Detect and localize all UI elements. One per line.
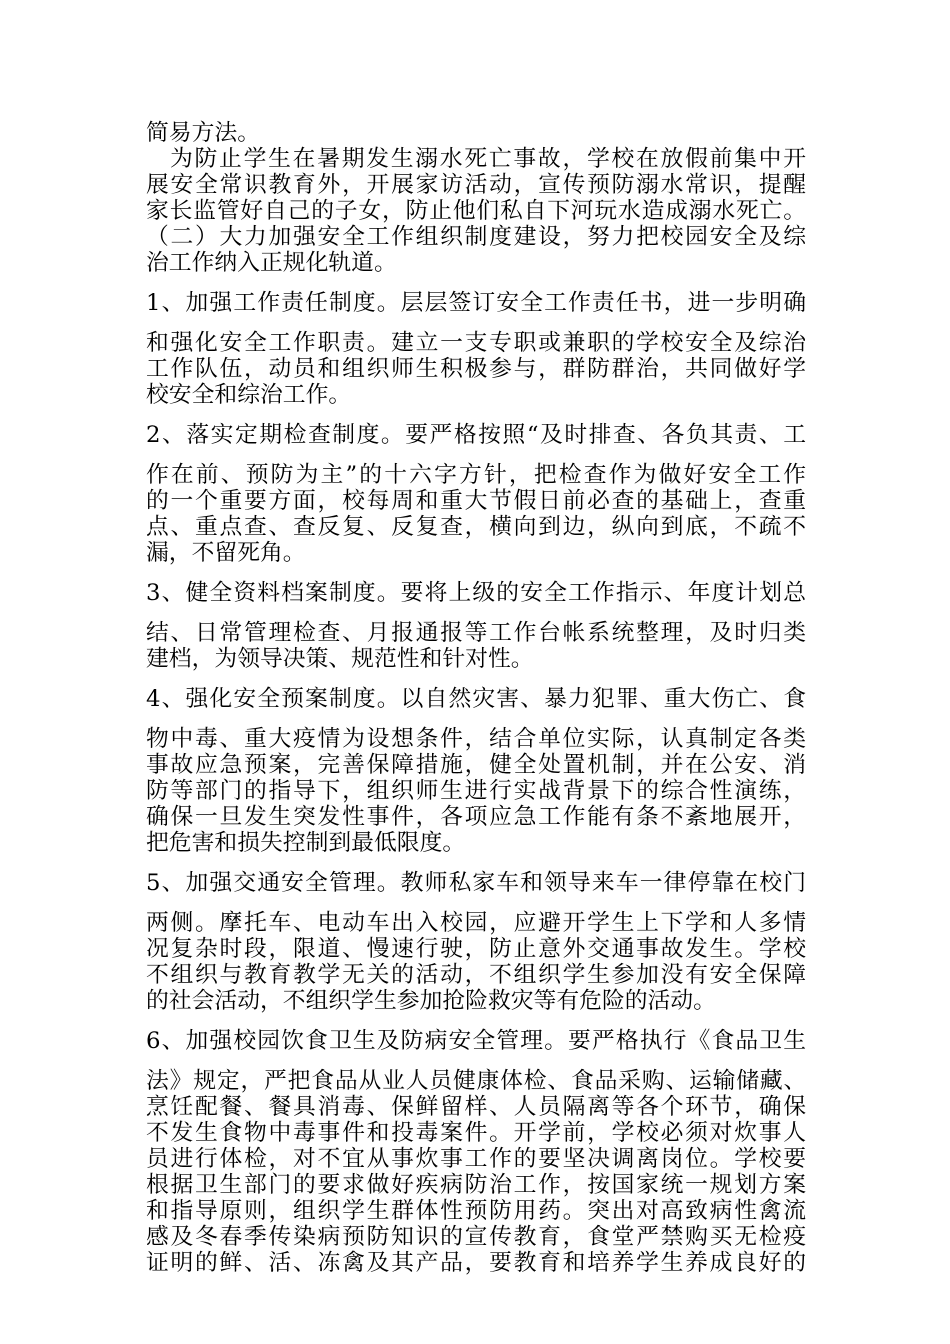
text-line: 把危害和损失控制到最低限度。 bbox=[146, 830, 466, 856]
paragraph-gap bbox=[146, 566, 806, 580]
text-line: 和指导原则，组织学生群体性预防用药。突出对高致病性禽流 bbox=[146, 1198, 806, 1224]
text-line: 5、加强交通安全管理。教师私家车和领导来车一律停靠在校门 bbox=[146, 870, 806, 896]
text-line: 3、健全资料档案制度。要将上级的安全工作指示、年度计划总 bbox=[146, 580, 806, 606]
paragraph-gap bbox=[146, 1014, 806, 1028]
text-line: 1、加强工作责任制度。层层签订安全工作责任书，进一步明确 bbox=[146, 290, 806, 316]
paragraph-gap bbox=[146, 606, 806, 620]
text-line: 和强化安全工作职责。建立一支专职或兼职的学校安全及综治 bbox=[146, 330, 806, 356]
paragraph-gap bbox=[146, 856, 806, 870]
text-line: 的社会活动，不组织学生参加抢险救灾等有危险的活动。 bbox=[146, 988, 716, 1014]
text-line: 不组织与教育教学无关的活动，不组织学生参加没有安全保障 bbox=[146, 962, 806, 988]
text-line: 不发生食物中毒事件和投毒案件。开学前，学校必须对炊事人 bbox=[146, 1120, 806, 1146]
paragraph-gap bbox=[146, 408, 806, 422]
text-line: 感及冬春季传染病预防知识的宣传教育，食堂严禁购买无检疫 bbox=[146, 1224, 806, 1250]
text-line: 况复杂时段，限道、慢速行驶，防止意外交通事故发生。学校 bbox=[146, 936, 806, 962]
text-line: 建档，为领导决策、规范性和针对性。 bbox=[146, 646, 534, 672]
text-line: 点、重点查、查反复、反复查，横向到边，纵向到底，不疏不 bbox=[146, 514, 806, 540]
text-line: 根据卫生部门的要求做好疾病防治工作，按国家统一规划方案 bbox=[146, 1172, 806, 1198]
text-line: 展安全常识教育外，开展家访活动，宣传预防溺水常识，提醒 bbox=[146, 172, 806, 198]
text-line: 物中毒、重大疫情为设想条件，结合单位实际，认真制定各类 bbox=[146, 726, 806, 752]
paragraph-gap bbox=[146, 316, 806, 330]
text-line: 确保一旦发生突发性事件，各项应急工作能有条不紊地展开， bbox=[146, 804, 806, 830]
section-heading-line: （二）大力加强安全工作组织制度建设，努力把校园安全及综 bbox=[146, 224, 806, 250]
text-line: 员进行体检，对不宜从事炊事工作的要坚决调离岗位。学校要 bbox=[146, 1146, 806, 1172]
paragraph-gap bbox=[146, 276, 806, 290]
text-line: 的一个重要方面，校每周和重大节假日前必查的基础上，查重 bbox=[146, 488, 806, 514]
text-line: 法》规定，严把食品从业人员健康体检、食品采购、运输储藏、 bbox=[146, 1068, 806, 1094]
text-line: 简易方法。 bbox=[146, 120, 260, 146]
text-line: 4、强化安全预案制度。以自然灾害、暴力犯罪、重大伤亡、食 bbox=[146, 686, 806, 712]
paragraph-gap bbox=[146, 672, 806, 686]
paragraph-gap bbox=[146, 712, 806, 726]
paragraph-gap bbox=[146, 1054, 806, 1068]
text-line: 两侧。摩托车、电动车出入校园，应避开学生上下学和人多情 bbox=[146, 910, 806, 936]
text-line: 2、落实定期检查制度。要严格按照“及时排查、各负其责、工 bbox=[146, 422, 806, 448]
document-page bbox=[146, 120, 806, 1276]
text-line: 漏，不留死角。 bbox=[146, 540, 306, 566]
paragraph-gap bbox=[146, 896, 806, 910]
text-line: 作在前、预防为主”的十六字方针，把检查作为做好安全工作 bbox=[146, 462, 806, 488]
text-line: 证明的鲜、活、冻禽及其产品，要教育和培养学生养成良好的 bbox=[146, 1250, 806, 1276]
text-line: 结、日常管理检查、月报通报等工作台帐系统整理，及时归类 bbox=[146, 620, 806, 646]
text-line: 烹饪配餐、餐具消毒、保鲜留样、人员隔离等各个环节，确保 bbox=[146, 1094, 806, 1120]
paragraph-gap bbox=[146, 448, 806, 462]
text-line: 为防止学生在暑期发生溺水死亡事故，学校在放假前集中开 bbox=[170, 146, 806, 172]
section-heading-line: 治工作纳入正规化轨道。 bbox=[146, 250, 397, 276]
text-line: 家长监管好自己的子女，防止他们私自下河玩水造成溺水死亡。 bbox=[146, 198, 806, 224]
text-line: 防等部门的指导下，组织师生进行实战背景下的综合性演练， bbox=[146, 778, 806, 804]
text-line: 校安全和综治工作。 bbox=[146, 382, 352, 408]
text-line: 工作队伍，动员和组织师生积极参与，群防群治，共同做好学 bbox=[146, 356, 806, 382]
text-line: 6、加强校园饮食卫生及防病安全管理。要严格执行《食品卫生 bbox=[146, 1028, 806, 1054]
text-line: 事故应急预案，完善保障措施，健全处置机制，并在公安、消 bbox=[146, 752, 806, 778]
